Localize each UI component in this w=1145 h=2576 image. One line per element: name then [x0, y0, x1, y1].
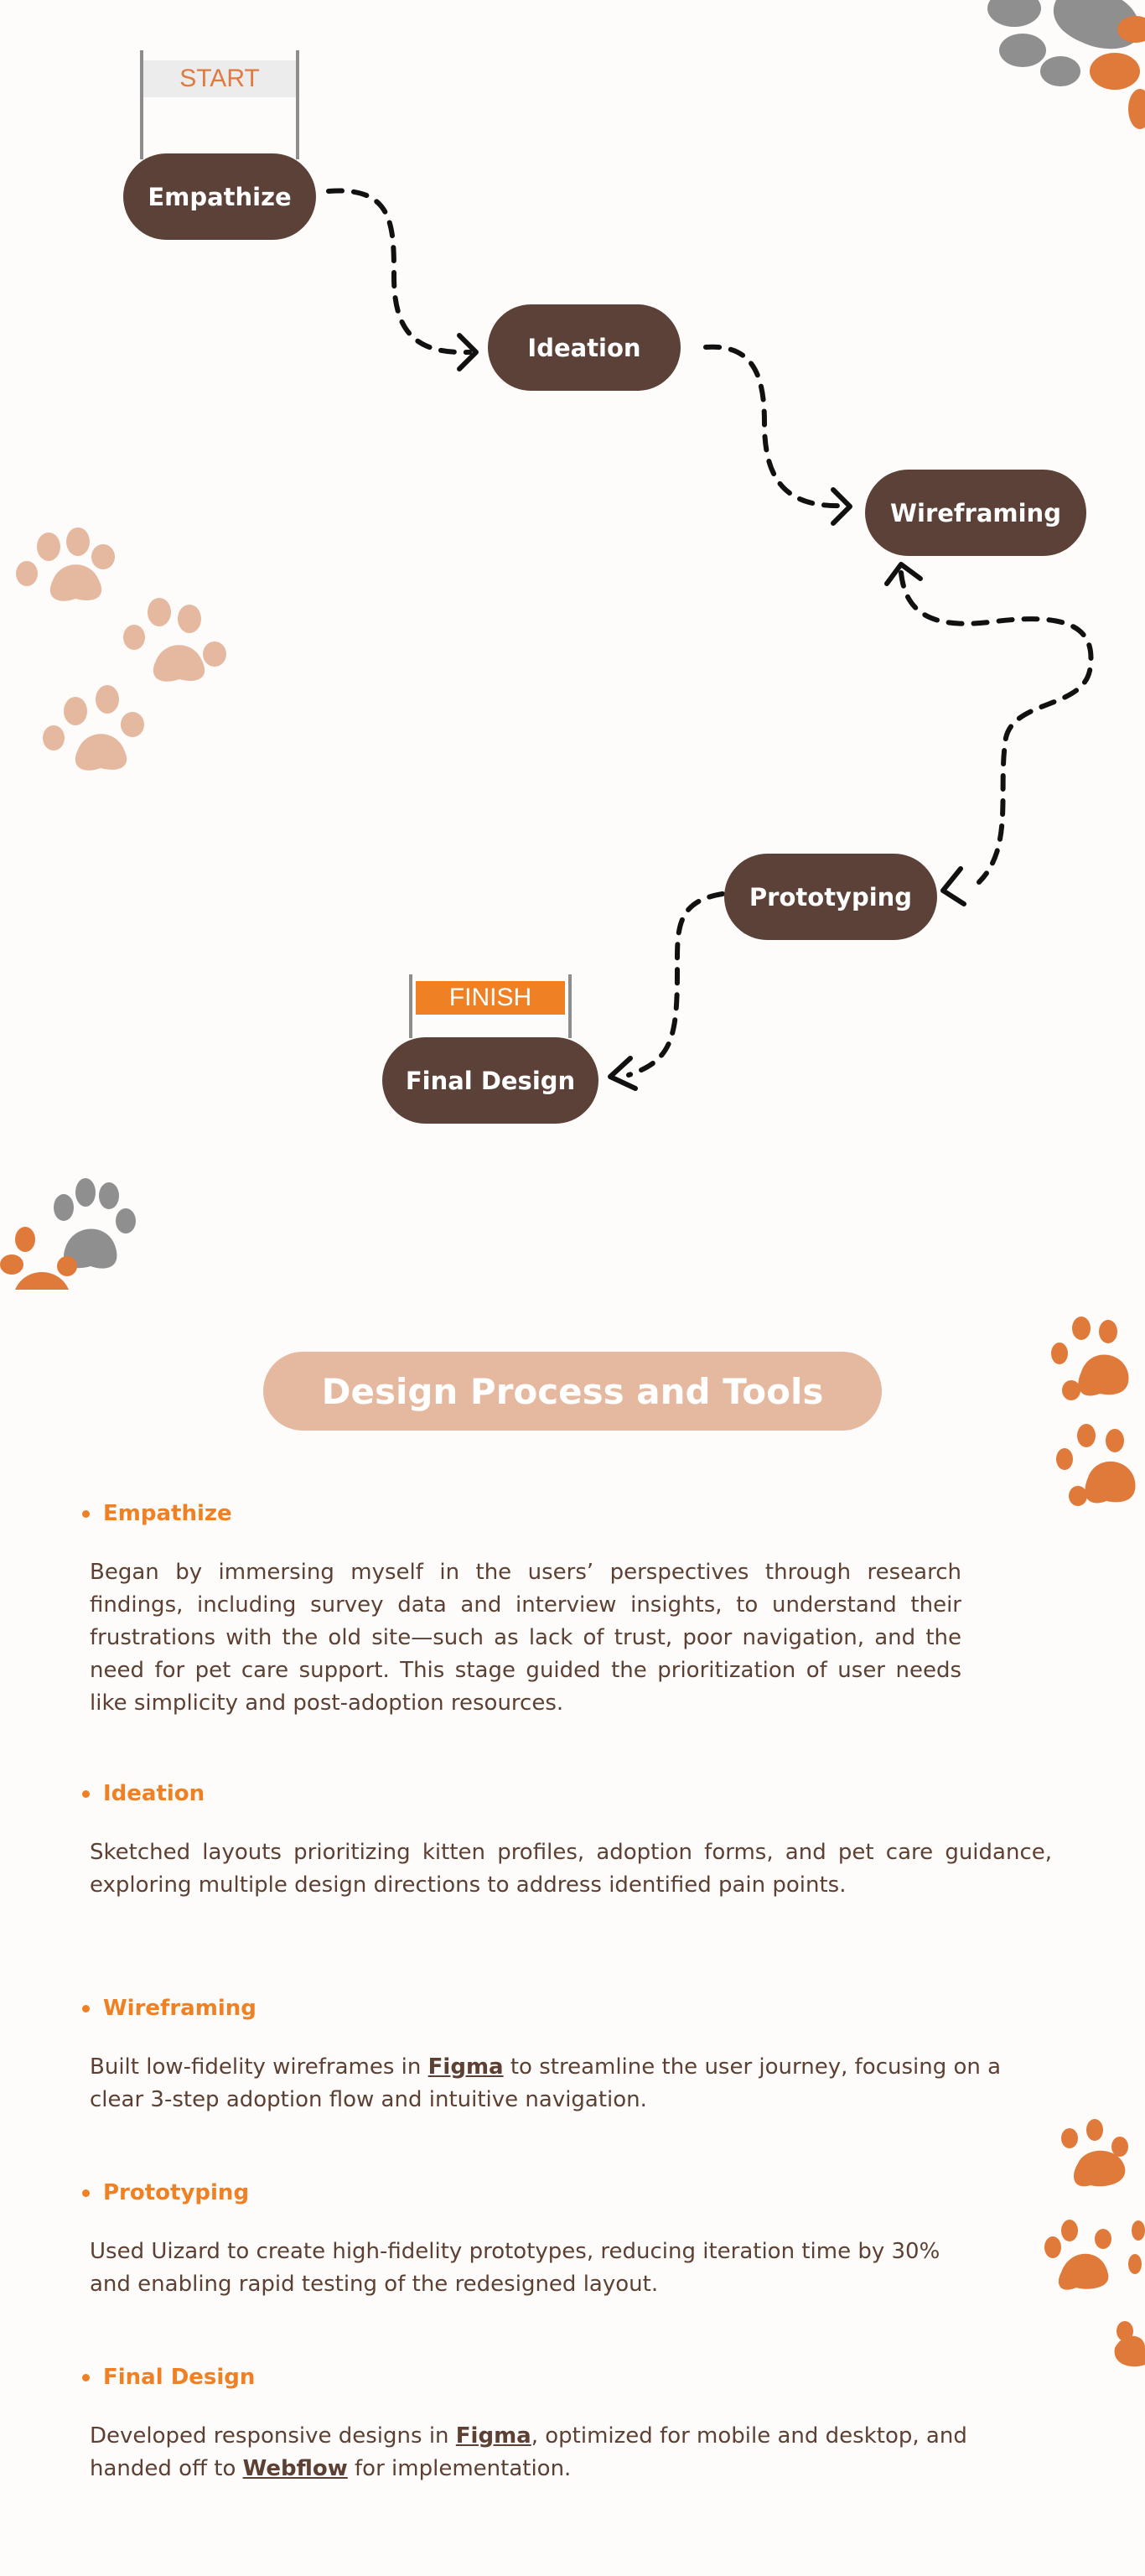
bullet-icon [82, 2374, 90, 2381]
step-pill-prototyping: Prototyping [724, 854, 937, 940]
text-segment: to streamline the user journey, focusing on a clear 3-step adoption flow and intuitive navigation. [90, 2054, 1002, 2112]
step-heading-label: Prototyping [103, 2180, 250, 2205]
step-heading-label: Ideation [103, 1781, 205, 1806]
section-title: Design Process and Tools [263, 1352, 882, 1431]
paw-print-icon [0, 1172, 142, 1290]
step-heading-final-design [82, 2365, 255, 2390]
step-heading-prototyping [82, 2180, 249, 2205]
webflow-link[interactable]: Webflow [242, 2456, 348, 2481]
step-heading-label: Final Design [103, 2365, 256, 2390]
bullet-icon [82, 1790, 90, 1798]
text-segment: , optimized for mobile and desktop, and handed off to [90, 2423, 967, 2481]
step-description-ideation: Sketched layouts prioritizing kitten profiles, adoption forms, and pet care guidance, exploring multiple design directions to address identified pain points. [90, 1840, 1052, 1898]
step-pill-final-design: Final Design [382, 1037, 598, 1124]
figma-link[interactable]: Figma [455, 2423, 531, 2449]
step-pill-empathize: Empathize [123, 153, 316, 240]
step-description-final-design [90, 2420, 1054, 2485]
start-banner: START [143, 60, 296, 97]
finish-banner: FINISH [416, 981, 565, 1015]
bullet-icon [82, 2189, 90, 2197]
step-heading-ideation [82, 1781, 205, 1806]
finish-flag-pole [568, 974, 572, 1038]
step-pill-ideation: Ideation [488, 304, 681, 391]
start-flag-pole [296, 50, 299, 159]
paw-print-icon [1044, 2122, 1145, 2373]
paw-print-icon [1048, 1313, 1145, 1405]
step-description-empathize: Began by immersing myself in the users’ perspectives through research findings, including survey data and interview insights, to understand their frustrations with the old site—such as lack of trust, poor navigation, and the need for pet care support. This stage guided the prioritization of user needs like simplicity and post-adoption resources. [90, 1560, 961, 1716]
text-segment: Built low-fidelity wireframes in [90, 2054, 428, 2080]
step-description-wireframing [90, 2051, 1054, 2116]
step-heading-empathize [82, 1501, 232, 1526]
bullet-icon [82, 1510, 90, 1518]
paw-print-icon [1053, 1424, 1145, 1516]
step-heading-wireframing [82, 1996, 256, 2021]
step-description-prototyping: Used Uizard to create high-fidelity prototypes, reducing iteration time by 30% and enabling rapid testing of the redesigned layout. [90, 2239, 940, 2297]
finish-flag-pole [409, 974, 412, 1038]
figma-link[interactable]: Figma [427, 2054, 504, 2080]
step-pill-wireframing: Wireframing [865, 470, 1086, 556]
step-heading-label: Wireframing [103, 1996, 256, 2021]
text-segment: for implementation. [347, 2456, 572, 2481]
text-segment: Developed responsive designs in [90, 2423, 456, 2449]
step-heading-label: Empathize [103, 1501, 232, 1526]
bullet-icon [82, 2005, 90, 2012]
